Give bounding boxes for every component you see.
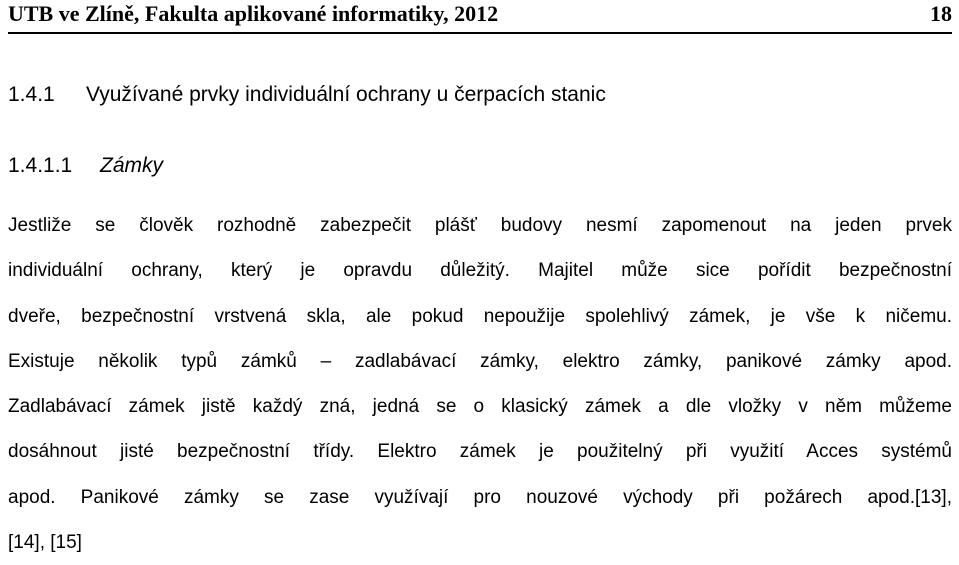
page-header <box>8 0 952 34</box>
subsection-title: Zámky <box>100 154 163 177</box>
paragraph-line-5: Zadlabávací zámek jistě každý zná, jedná se o klasický zámek a dle vložky v něm můžeme <box>8 396 952 418</box>
body-paragraph <box>8 203 952 565</box>
section-number: 1.4.1 <box>8 83 55 106</box>
paragraph-line-3: dveře, bezpečnostní vrstvená skla, ale pokud nepoužije spolehlivý zámek, je vše k ničemu. <box>8 305 952 327</box>
subsection-heading <box>8 153 163 179</box>
section-title: Využívané prvky individuální ochrany u čerpacích stanic <box>86 83 606 106</box>
subsection-number: 1.4.1.1 <box>8 154 73 177</box>
paragraph-line-2: individuální ochrany, který je opravdu důležitý. Majitel může sice pořídit bezpečnostní <box>8 260 952 282</box>
page-number: 18 <box>930 1 952 26</box>
paragraph-line-1: Jestliže se člověk rozhodně zabezpečit plášť budovy nesmí zapomenout na jeden prvek <box>8 215 952 236</box>
header-title: UTB ve Zlíně, Fakulta aplikované informatiky, 2012 <box>8 1 499 26</box>
section-heading <box>8 82 606 108</box>
paragraph-line-7: apod. Panikové zámky se zase využívají pro nouzové východy při požárech apod.[13], <box>8 486 952 508</box>
paragraph-line-6: dosáhnout jisté bezpečnostní třídy. Elektro zámek je použitelný při využití Acces systémů <box>8 441 952 463</box>
paragraph-line-4: Existuje několik typů zámků – zadlabávací zámky, elektro zámky, panikové zámky apod. <box>8 350 952 372</box>
paragraph-line-8: [14], [15] <box>8 532 82 554</box>
